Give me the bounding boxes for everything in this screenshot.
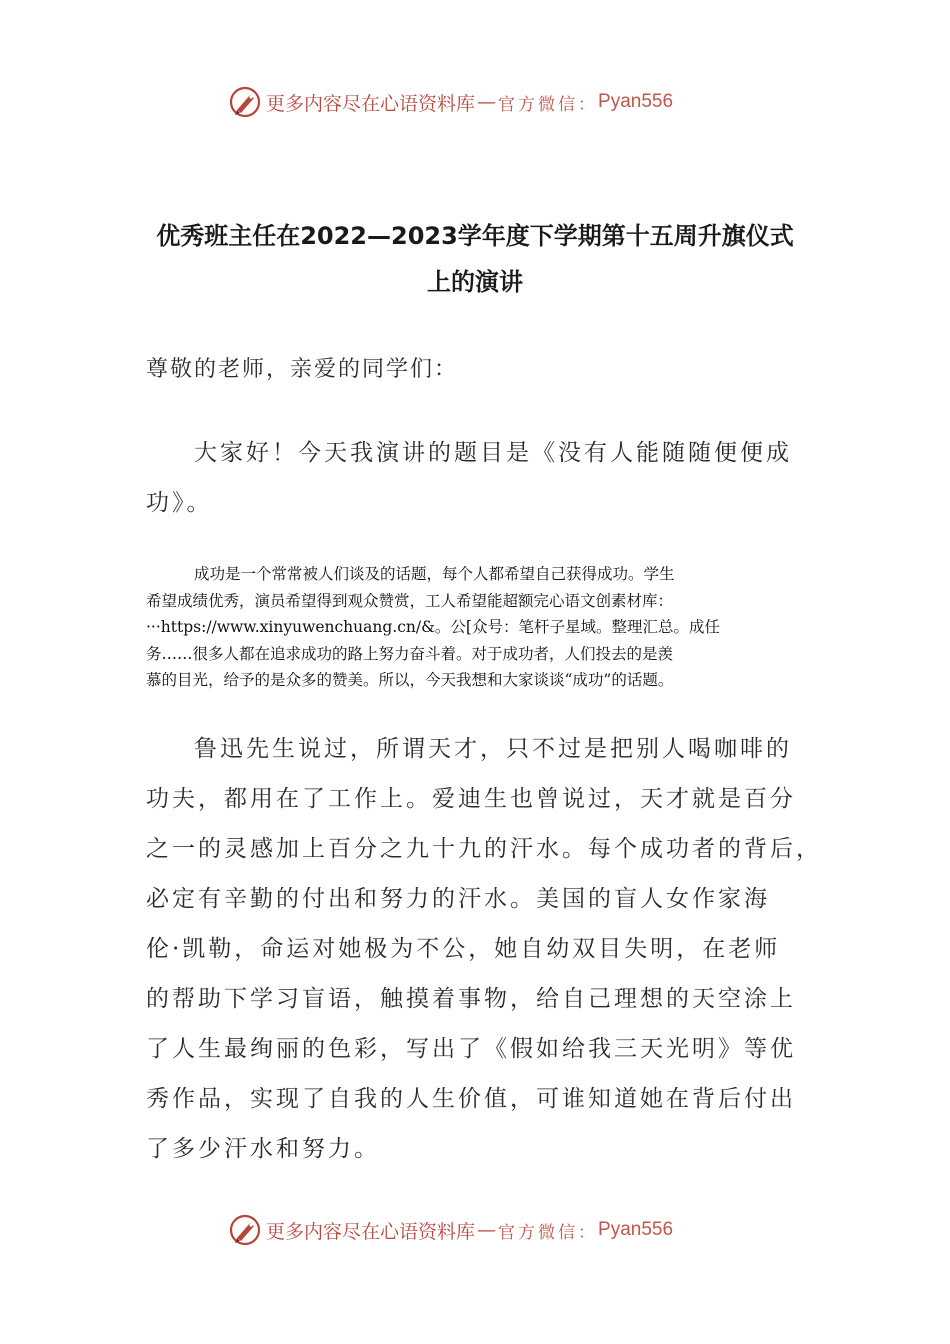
header-banner <box>228 82 673 122</box>
small-paragraph-line: ···https://www.xinyuwenchuang.cn/&。公[众号：笔杆子星域。整理汇总。成任 <box>146 618 720 636</box>
body-line: 之一的灵感加上百分之九十九的汗水。每个成功者的背后， <box>146 836 822 862</box>
intro-line: 大家好！今天我演讲的题目是《没有人能随随便便成 <box>194 440 792 466</box>
intro-paragraph <box>146 428 806 528</box>
footer-banner <box>228 1210 673 1250</box>
page-title-line-1: 优秀班主任在2022—2023学年度下学期第十五周升旗仪式 <box>156 222 794 250</box>
intro-line: 功》。 <box>146 490 213 516</box>
header-wechat-id: Pyan556 <box>598 91 674 112</box>
greeting: 尊敬的老师，亲爱的同学们： <box>146 357 459 382</box>
footer-separator: — <box>477 1219 497 1241</box>
header-wechat-label: 官方微信： <box>498 94 599 115</box>
small-paragraph-line: 成功是一个常常被人们谈及的话题，每个人都希望自己获得成功。学生 <box>194 565 675 583</box>
body-line: 伦·凯勒，命运对她极为不公，她自幼双目失明，在老师 <box>146 936 781 962</box>
body-line: 了多少汗水和努力。 <box>146 1136 380 1162</box>
header-brand-text: 更多内容尽在心语资料库 <box>266 92 476 115</box>
pen-nib-icon <box>228 85 262 119</box>
body-paragraph <box>146 724 822 1174</box>
footer-brand-text: 更多内容尽在心语资料库 <box>266 1220 476 1243</box>
small-paragraph <box>146 561 826 694</box>
body-line: 了人生最绚丽的色彩，写出了《假如给我三天光明》等优 <box>146 1036 796 1062</box>
page-title-line-2: 上的演讲 <box>427 268 523 296</box>
header-separator: — <box>477 91 497 113</box>
footer-wechat-label: 官方微信： <box>498 1222 599 1243</box>
body-line: 秀作品，实现了自我的人生价值，可谁知道她在背后付出 <box>146 1086 796 1112</box>
body-line: 鲁迅先生说过，所谓天才，只不过是把别人喝咖啡的 <box>194 736 792 762</box>
body-line: 的帮助下学习盲语，触摸着事物，给自己理想的天空涂上 <box>146 986 796 1012</box>
body-line: 必定有辛勤的付出和努力的汗水。美国的盲人女作家海 <box>146 886 770 912</box>
small-paragraph-line: 务……很多人都在追求成功的路上努力奋斗着。对于成功者，人们投去的是羡 <box>146 644 674 663</box>
body-line: 功夫，都用在了工作上。爱迪生也曾说过，天才就是百分 <box>146 786 796 812</box>
small-paragraph-line: 慕的目光，给予的是众多的赞美。所以，今天我想和大家谈谈“成功”的话题。 <box>146 671 674 689</box>
pen-nib-icon <box>228 1213 262 1247</box>
small-paragraph-line: 希望成绩优秀，演员希望得到观众赞赏，工人希望能超额完心语文创素材库： <box>146 591 674 610</box>
footer-wechat-id: Pyan556 <box>598 1219 674 1240</box>
